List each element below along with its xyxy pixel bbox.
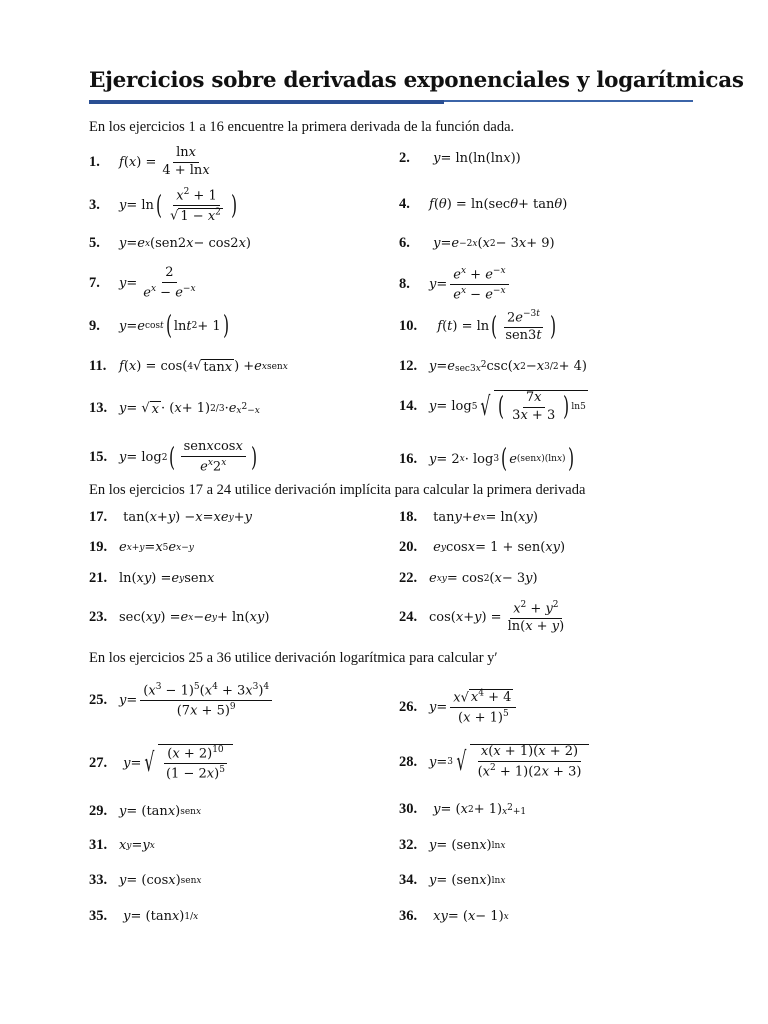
formula: tan y + e x = ln( xy ) (429, 510, 538, 525)
exercise-13 (89, 400, 260, 417)
formula: y = ln(ln(ln x )) (433, 151, 521, 166)
exercise-26 (399, 689, 519, 727)
exercise-16 (399, 446, 576, 472)
exercise-number: 24. (399, 609, 418, 626)
exercise-34 (399, 872, 505, 889)
formula: e xy = cos 2 ( x − 3 y ) (429, 571, 538, 586)
exercise-8 (399, 266, 512, 304)
exercise-12 (399, 358, 587, 375)
exercise-32 (399, 837, 505, 854)
exercise-number: 26. (399, 699, 418, 716)
exercise-number: 29. (89, 803, 108, 819)
exercise-number: 2. (399, 150, 410, 166)
formula: f ( t ) = ln ( $\frac{2e^{-3t}}{\text{sen3t}}$ ) (437, 309, 556, 344)
title-underline-accent (89, 100, 444, 104)
exercise-number: 20. (399, 539, 418, 555)
exercise-number: 19. (89, 539, 108, 555)
formula: y = √ x · ( x + 1) 2/3 · e $x^2-x$ (119, 401, 260, 417)
formula: y = ln ( $\frac{x^2 + 1}{√ 1 - x^2}$ ) (119, 187, 238, 224)
formula: y = (cos x ) senx (119, 873, 202, 888)
exercise-22 (399, 570, 538, 587)
exercise-14 (399, 390, 588, 424)
exercise-number: 6. (399, 235, 410, 251)
exercise-number: 35. (89, 908, 108, 924)
formula: y = $\frac{e^x + e^{-x}}{e^x - e^{-x}}$ (429, 266, 512, 304)
formula: e x+y = x 5 e x−y (119, 540, 194, 555)
exercise-number: 16. (399, 450, 418, 467)
exercise-number: 34. (399, 872, 418, 888)
exercise-number: 3. (89, 197, 100, 214)
exercise-17 (89, 509, 252, 526)
intro-text-3: En los ejercicios 25 a 36 utilice derivación logarítmica para calcular y′ (89, 650, 498, 666)
exercise-27 (89, 744, 233, 783)
formula: y = $\frac{(x^3 - 1)^5(x^4 + 3x^3)^4}{(7x + 5)^9}$ (119, 682, 275, 720)
exercise-number: 31. (89, 837, 108, 853)
exercise-number: 10. (399, 318, 418, 335)
formula: y = ( x 2 + 1) $x^2+1$ (433, 802, 527, 817)
formula: e y cos x = 1 + sen( xy ) (433, 540, 566, 555)
exercise-21 (89, 570, 214, 587)
formula: f ( θ ) = ln(sec θ + tan θ ) (429, 197, 568, 212)
exercise-number: 36. (399, 908, 418, 924)
exercise-number: 12. (399, 358, 418, 374)
formula: x y = y x (119, 838, 155, 853)
exercise-19 (89, 539, 194, 556)
exercise-number: 9. (89, 317, 100, 334)
exercise-number: 13. (89, 400, 108, 416)
exercise-number: 25. (89, 692, 108, 709)
formula: y = 2 x · log 3 ( e (senx)(lnx) ) (429, 444, 574, 474)
formula: f ( x ) = $\frac{\ln x}{4 + \ln x}$ (119, 145, 210, 178)
formula: tan( x + y ) − x = xe y + y (119, 510, 252, 525)
exercise-9 (89, 313, 231, 339)
exercise-33 (89, 872, 202, 889)
exercise-1 (89, 146, 216, 179)
exercise-6 (399, 235, 555, 252)
exercise-number: 21. (89, 570, 108, 586)
exercise-3 (89, 187, 239, 225)
exercise-7 (89, 266, 202, 301)
exercise-number: 28. (399, 753, 418, 770)
exercise-number: 22. (399, 570, 418, 586)
exercise-20 (399, 539, 565, 556)
exercise-11 (89, 358, 288, 375)
exercise-number: 27. (89, 754, 108, 771)
intro-text-2: En los ejercicios 17 a 24 utilice derivación implícita para calcular la primera derivada (89, 482, 586, 498)
formula: f ( x ) = cos( 4 √ tanx ) + e xsenx (119, 359, 288, 375)
formula: y = √ $\frac{(x + 2)^{10}}{(1 - 2x)^5}$ (119, 744, 233, 783)
formula: y = $\frac{x√ x^4 + 4}{(x + 1)^5}$ (429, 689, 519, 727)
exercise-number: 8. (399, 276, 410, 293)
exercise-number: 15. (89, 449, 108, 466)
exercise-5 (89, 235, 251, 252)
exercise-number: 11. (89, 358, 107, 374)
formula: y = $\frac{2}{e^x - e^{-x}}$ (119, 265, 196, 301)
exercise-30 (399, 801, 526, 818)
exercise-number: 14. (399, 398, 418, 415)
exercise-24 (399, 600, 570, 635)
exercise-number: 7. (89, 275, 100, 292)
formula: y = (tan x ) 1/x (123, 909, 199, 924)
exercise-25 (89, 682, 275, 720)
formula: y = e x (sen2 x − cos2 x ) (119, 236, 251, 251)
formula: y = log 5 √ ( $\frac{7x}{3x + 3}$ ) ln5 (429, 390, 586, 423)
intro-text-1: En los ejercicios 1 a 16 encuentre la primera derivada de la función dada. (89, 119, 515, 135)
formula: y = (tan x ) senx (119, 804, 202, 819)
exercise-29 (89, 803, 201, 820)
page-title: Ejercicios sobre derivadas exponenciales y logarítmicas (89, 68, 744, 93)
formula: y = e −2x ( x 2 − 3 x + 9) (433, 236, 555, 251)
exercise-number: 32. (399, 837, 418, 853)
formula: xy = ( x − 1) x (433, 909, 509, 924)
formula: sec( xy ) = e x − e y + ln( xy ) (119, 610, 270, 625)
exercise-10 (399, 309, 558, 344)
formula: y = e cost ( ln t 2 + 1 ) (119, 311, 229, 341)
exercise-number: 5. (89, 235, 100, 251)
exercise-23 (89, 609, 269, 626)
exercise-15 (89, 440, 259, 475)
exercise-number: 30. (399, 801, 418, 817)
formula: y = 3 √ $\frac{x(x + 1)(x + 2)}{(x^2 + 1)(2x + 3)}$ (429, 744, 589, 780)
exercise-number: 18. (399, 509, 418, 525)
exercise-31 (89, 837, 155, 854)
exercise-number: 4. (399, 196, 410, 212)
exercise-18 (399, 509, 538, 526)
exercise-number: 33. (89, 872, 108, 888)
exercise-28 (399, 744, 589, 780)
formula: y = (sen x ) lnx (429, 873, 506, 888)
exercise-36 (399, 908, 509, 925)
exercise-35 (89, 908, 198, 925)
exercise-2 (399, 150, 521, 167)
exercise-4 (399, 196, 567, 213)
exercise-number: 1. (89, 153, 100, 170)
formula: cos( x + y ) = $\frac{x^2 + y^2}{\ln(x + y)}$ (429, 600, 565, 635)
exercise-number: 23. (89, 609, 108, 625)
formula: y = log 2 ( $\frac{\text{senxcosx}}{e^x2^x}$ ) (119, 439, 257, 475)
exercise-number: 17. (89, 509, 108, 525)
formula: ln( xy ) = e y sen x (119, 571, 215, 586)
formula: y = e $\sec 3x^2$ csc( x 2 − x 3/2 + 4) (429, 359, 587, 374)
formula: y = (sen x ) lnx (429, 838, 506, 853)
